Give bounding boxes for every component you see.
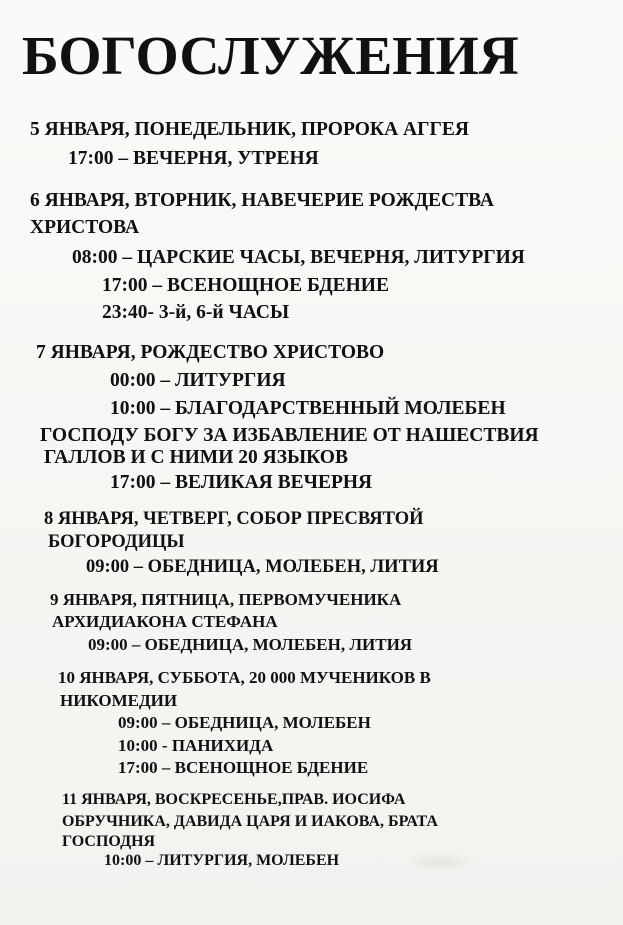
day-heading: АРХИДИАКОНА СТЕФАНА [52,612,278,631]
service-time: 10:00 – ЛИТУРГИЯ, МОЛЕБЕН [104,852,340,869]
day-heading: БОГОРОДИЦЫ [48,532,185,552]
service-time: 08:00 – ЦАРСКИЕ ЧАСЫ, ВЕЧЕРНЯ, ЛИТУРГИЯ [72,247,525,268]
day-heading: 10 ЯНВАРЯ, СУББОТА, 20 000 МУЧЕНИКОВ В [58,668,431,687]
service-time: 17:00 – ВЕЛИКАЯ ВЕЧЕРНЯ [110,472,373,493]
day-heading: 8 ЯНВАРЯ, ЧЕТВЕРГ, СОБОР ПРЕСВЯТОЙ [44,509,424,529]
day-heading: ГОСПОДНЯ [62,833,156,850]
service-time: ГОСПОДУ БОГУ ЗА ИЗБАВЛЕНИЕ ОТ НАШЕСТВИЯ [40,425,539,446]
paper-smudge [405,852,475,872]
page-title: БОГОСЛУЖЕНИЯ [22,25,519,86]
service-time: ГАЛЛОВ И С НИМИ 20 ЯЗЫКОВ [44,447,348,468]
day-heading: 7 ЯНВАРЯ, РОЖДЕСТВО ХРИСТОВО [36,342,385,363]
service-time: 09:00 – ОБЕДНИЦА, МОЛЕБЕН, ЛИТИЯ [86,557,439,577]
service-time: 10:00 – БЛАГОДАРСТВЕННЫЙ МОЛЕБЕН [110,398,506,419]
day-heading: 6 ЯНВАРЯ, ВТОРНИК, НАВЕЧЕРИЕ РОЖДЕСТВА [30,190,494,211]
day-heading: ХРИСТОВА [30,217,140,238]
service-time: 10:00 - ПАНИХИДА [118,736,274,755]
day-heading: НИКОМЕДИИ [60,691,178,710]
service-time: 17:00 – ВСЕНОЩНОЕ БДЕНИЕ [102,275,389,296]
service-time: 17:00 – ВЕЧЕРНЯ, УТРЕНЯ [68,148,319,169]
day-heading: 11 ЯНВАРЯ, ВОСКРЕСЕНЬЕ,ПРАВ. ИОСИФА [62,791,406,808]
service-time: 00:00 – ЛИТУРГИЯ [110,370,286,391]
day-heading: 5 ЯНВАРЯ, ПОНЕДЕЛЬНИК, ПРОРОКА АГГЕЯ [30,119,470,140]
service-time: 09:00 – ОБЕДНИЦА, МОЛЕБЕН [118,713,371,732]
day-heading: 9 ЯНВАРЯ, ПЯТНИЦА, ПЕРВОМУЧЕНИКА [50,590,402,609]
service-time: 23:40- 3-й, 6-й ЧАСЫ [102,302,290,323]
service-time: 17:00 – ВСЕНОЩНОЕ БДЕНИЕ [118,758,369,777]
day-heading: ОБРУЧНИКА, ДАВИДА ЦАРЯ И ИАКОВА, БРАТА [62,813,438,830]
service-time: 09:00 – ОБЕДНИЦА, МОЛЕБЕН, ЛИТИЯ [88,635,413,654]
